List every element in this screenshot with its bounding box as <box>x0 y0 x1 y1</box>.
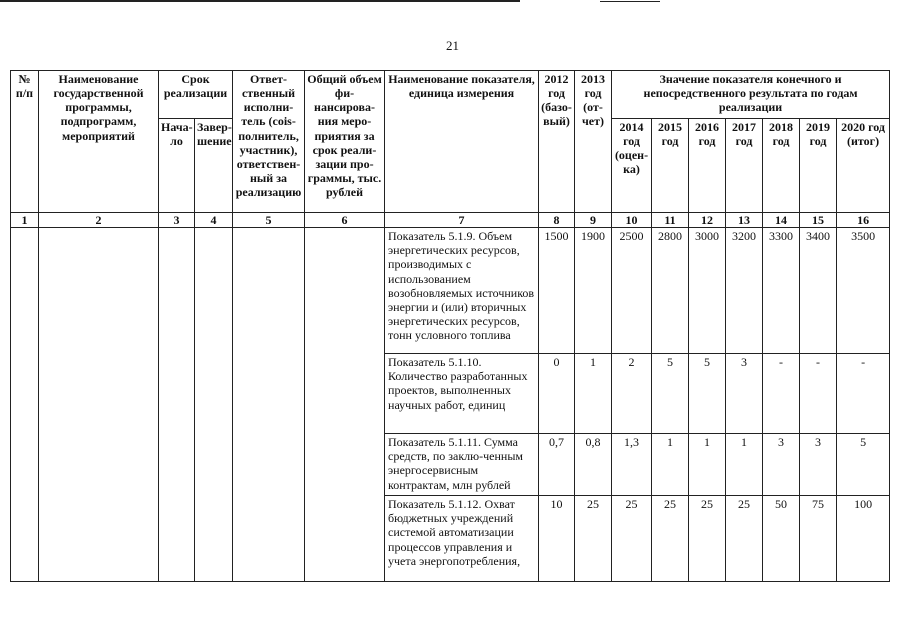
value-2012: 10 <box>539 496 575 582</box>
value-2016: 1 <box>689 434 726 496</box>
value-2016: 25 <box>689 496 726 582</box>
empty-cell <box>39 228 159 582</box>
header-start: Нача-ло <box>159 119 195 213</box>
header-year-2016: 2016 год <box>689 119 726 213</box>
column-numbers-row <box>11 213 890 228</box>
header-row-1 <box>11 71 890 119</box>
value-2018: - <box>763 354 800 434</box>
header-values-group: Значение показателя конечного и непосредственного результата по годам реализации <box>612 71 890 119</box>
value-2019: 3 <box>800 434 837 496</box>
value-2016: 5 <box>689 354 726 434</box>
top-border-line <box>0 0 905 3</box>
value-2014: 25 <box>612 496 652 582</box>
column-number: 7 <box>385 213 539 228</box>
column-number: 10 <box>612 213 652 228</box>
indicator-name: Показатель 5.1.9. Объем энергетических ресурсов, производимых с использованием возобновляемых источников энергии и (или) вторичных энергетических ресурсов, тонн условного топлива <box>385 228 539 354</box>
indicator-table <box>10 70 890 582</box>
header-year-2017: 2017 год <box>726 119 763 213</box>
column-number: 2 <box>39 213 159 228</box>
value-2015: 1 <box>652 434 689 496</box>
header-term: Срок реализации <box>159 71 233 119</box>
value-2015: 5 <box>652 354 689 434</box>
column-number: 8 <box>539 213 575 228</box>
page-number: 21 <box>446 38 459 53</box>
value-2018: 3300 <box>763 228 800 354</box>
empty-cell <box>233 228 305 582</box>
value-2014: 1,3 <box>612 434 652 496</box>
value-2014: 2500 <box>612 228 652 354</box>
empty-cell <box>11 228 39 582</box>
value-2013: 0,8 <box>575 434 612 496</box>
header-year-2020: 2020 год (итог) <box>837 119 890 213</box>
column-number: 12 <box>689 213 726 228</box>
column-number: 13 <box>726 213 763 228</box>
column-number: 3 <box>159 213 195 228</box>
table-row <box>11 228 890 354</box>
header-year-2013: 2013 год (от-чет) <box>575 71 612 213</box>
header-end: Завер-шение <box>195 119 233 213</box>
header-year-2019: 2019 год <box>800 119 837 213</box>
column-number: 11 <box>652 213 689 228</box>
header-year-2018: 2018 год <box>763 119 800 213</box>
value-2015: 2800 <box>652 228 689 354</box>
value-2014: 2 <box>612 354 652 434</box>
value-2013: 1 <box>575 354 612 434</box>
value-2013: 1900 <box>575 228 612 354</box>
indicator-name: Показатель 5.1.11. Сумма средств, по заклю-ченным энергосервисным контрактам, млн рублей <box>385 434 539 496</box>
column-number: 14 <box>763 213 800 228</box>
value-2017: 25 <box>726 496 763 582</box>
header-year-2012: 2012 год (базо-вый) <box>539 71 575 213</box>
value-2020: 3500 <box>837 228 890 354</box>
header-number: № п/п <box>11 71 39 213</box>
value-2020: - <box>837 354 890 434</box>
header-year-2015: 2015 год <box>652 119 689 213</box>
column-number: 1 <box>11 213 39 228</box>
value-2020: 5 <box>837 434 890 496</box>
value-2019: 75 <box>800 496 837 582</box>
column-number: 16 <box>837 213 890 228</box>
value-2015: 25 <box>652 496 689 582</box>
column-number: 15 <box>800 213 837 228</box>
value-2018: 50 <box>763 496 800 582</box>
column-number: 9 <box>575 213 612 228</box>
value-2012: 1500 <box>539 228 575 354</box>
value-2019: - <box>800 354 837 434</box>
empty-cell <box>305 228 385 582</box>
column-number: 4 <box>195 213 233 228</box>
indicator-name: Показатель 5.1.12. Охват бюджетных учреждений системой автоматизации процессов управления и учета энергопотребления, <box>385 496 539 582</box>
column-number: 5 <box>233 213 305 228</box>
value-2012: 0 <box>539 354 575 434</box>
value-2019: 3400 <box>800 228 837 354</box>
header-financing: Общий объем фи-нансирова-ния меро-приятия за срок реали-зации про-граммы, тыс. рублей <box>305 71 385 213</box>
value-2013: 25 <box>575 496 612 582</box>
header-year-2014: 2014 год (оцен-ка) <box>612 119 652 213</box>
empty-cell <box>159 228 195 582</box>
value-2018: 3 <box>763 434 800 496</box>
value-2017: 3200 <box>726 228 763 354</box>
value-2017: 3 <box>726 354 763 434</box>
header-program-name: Наименование государственной программы, подпрограмм, мероприятий <box>39 71 159 213</box>
value-2012: 0,7 <box>539 434 575 496</box>
value-2020: 100 <box>837 496 890 582</box>
header-executor: Ответ-ственный исполни-тель (сois-полнитель, участник), ответствен-ный за реализацию <box>233 71 305 213</box>
header-indicator-name: Наименование показателя, единица измерения <box>385 71 539 213</box>
value-2016: 3000 <box>689 228 726 354</box>
indicator-name: Показатель 5.1.10. Количество разработанных проектов, выполненных научных работ, единиц <box>385 354 539 434</box>
empty-cell <box>195 228 233 582</box>
column-number: 6 <box>305 213 385 228</box>
value-2017: 1 <box>726 434 763 496</box>
